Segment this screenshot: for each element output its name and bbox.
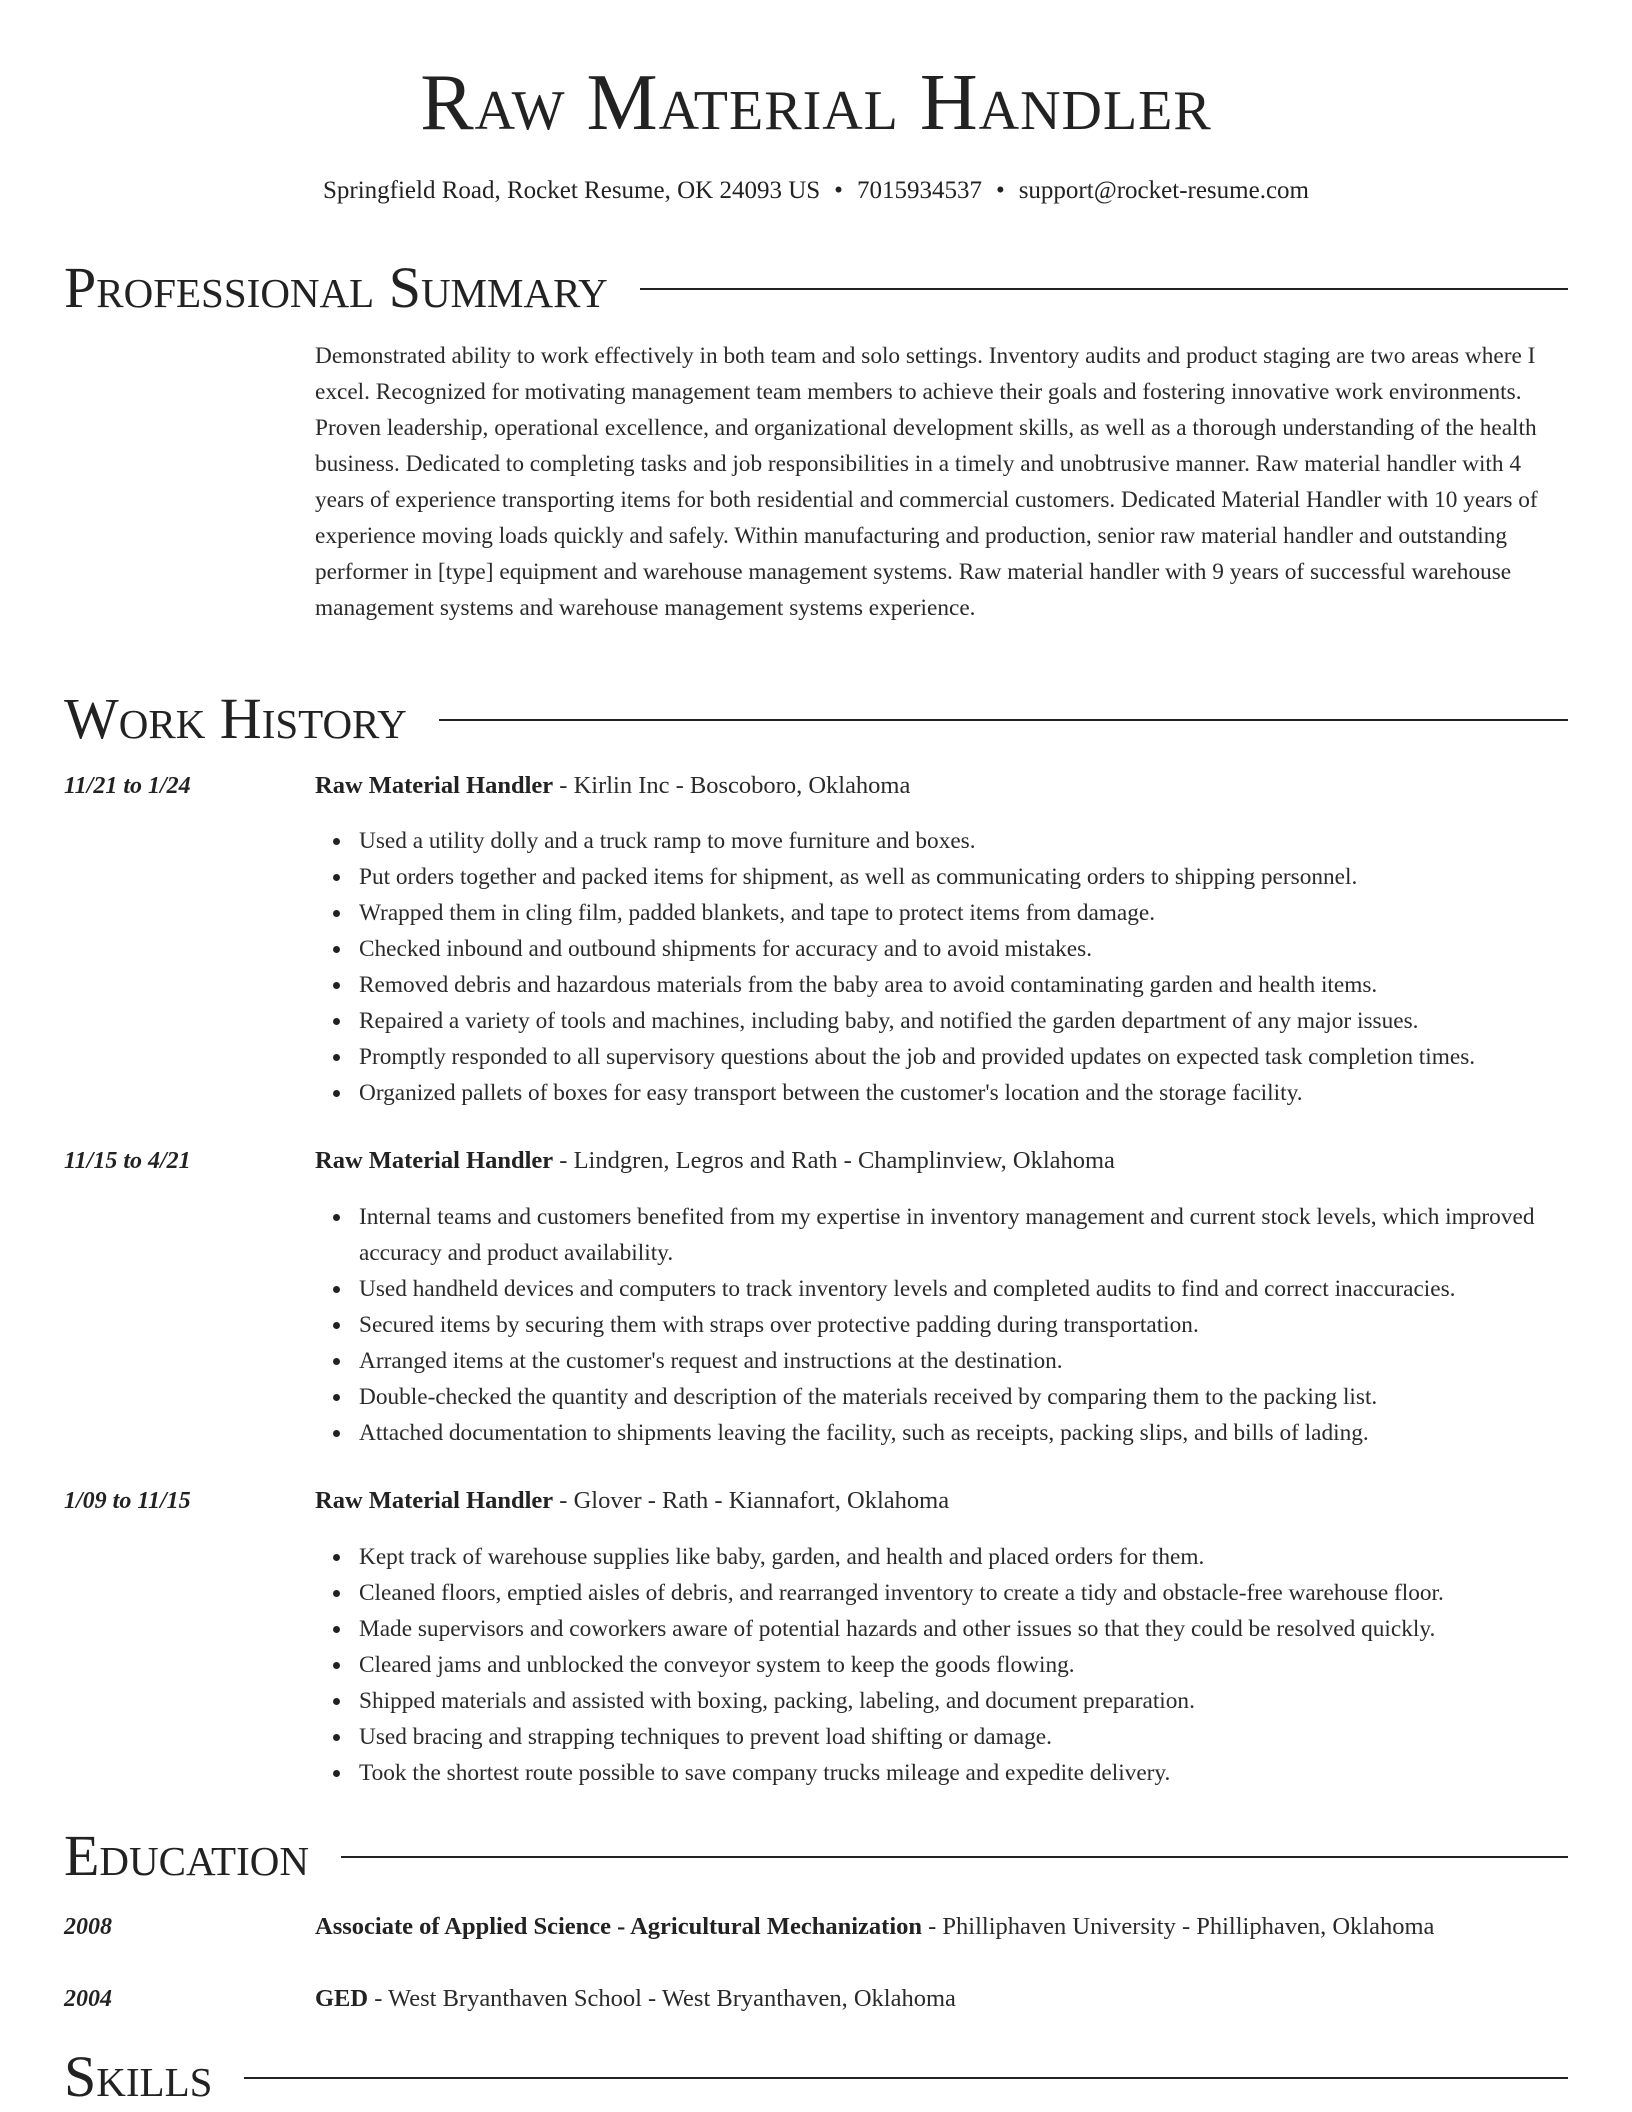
education-year: 2004: [64, 1986, 112, 2012]
job-heading: [315, 1145, 1575, 1177]
contact-line: [0, 176, 1632, 206]
section-title: Skills: [64, 2044, 213, 2109]
list-item: Shipped materials and assisted with boxing, packing, labeling, and document preparation.: [359, 1683, 1619, 1719]
education-degree: Associate of Applied Science - Agricultural Mechanization: [315, 1913, 922, 1940]
education-degree: GED: [315, 1985, 369, 2012]
section-title: Work History: [64, 686, 407, 751]
section-header-work-history: [64, 684, 1568, 754]
section-header-skills: [64, 2042, 1568, 2112]
education-school: - West Bryanthaven School - West Bryanthaven, Oklahoma: [368, 1985, 956, 2012]
job-heading: [315, 1485, 1575, 1517]
job-dates: 11/21 to 1/24: [64, 773, 191, 799]
list-item: Put orders together and packed items for shipment, as well as communicating orders to shipping personnel.: [359, 859, 1619, 895]
separator: •: [834, 177, 843, 204]
section-rule: [640, 288, 1568, 290]
job-dates: 11/15 to 4/21: [64, 1148, 191, 1174]
section-header-education: [64, 1821, 1568, 1891]
education-entry: [315, 1911, 1575, 1943]
list-item: Made supervisors and coworkers aware of potential hazards and other issues so that they could be resolved quickly.: [359, 1611, 1619, 1647]
job-employer: - Lindgren, Legros and Rath - Champlinview, Oklahoma: [553, 1147, 1115, 1174]
job-title: Raw Material Handler: [315, 772, 554, 799]
list-item: Arranged items at the customer's request and instructions at the destination.: [359, 1343, 1619, 1379]
list-item: Removed debris and hazardous materials from the baby area to avoid contaminating garden and health items.: [359, 967, 1619, 1003]
section-rule: [341, 1856, 1568, 1858]
job-employer: - Glover - Rath - Kiannafort, Oklahoma: [553, 1487, 950, 1514]
list-item: Cleared jams and unblocked the conveyor system to keep the goods flowing.: [359, 1647, 1619, 1683]
list-item: Organized pallets of boxes for easy transport between the customer's location and the storage facility.: [359, 1075, 1619, 1111]
job-bullets: [315, 1199, 1619, 1451]
list-item: Used bracing and strapping techniques to prevent load shifting or damage.: [359, 1719, 1619, 1755]
education-entry: [315, 1983, 1575, 2015]
summary-text: Demonstrated ability to work effectively in both team and solo settings. Inventory audits and product staging are two areas where I excel. Recognized for motivating management team members to achieve their goals and fostering innovative work environments. Proven leadership, operational excellence, and organizational development skills, as well as a thorough understanding of the health business. Dedicated to completing tasks and job responsibilities in a timely and unobtrusive manner. Raw material handler with 4 years of experience transporting items for both residential and commercial customers. Dedicated Material Handler with 10 years of experience moving loads quickly and safely. Within manufacturing and production, senior raw material handler and outstanding performer in [type] equipment and warehouse management systems. Raw material handler with 9 years of successful warehouse management systems and warehouse management systems experience.: [315, 343, 1538, 621]
job-dates: 1/09 to 11/15: [64, 1488, 191, 1514]
list-item: Promptly responded to all supervisory questions about the job and provided updates on expected task completion times.: [359, 1039, 1619, 1075]
section-rule: [244, 2077, 1568, 2079]
candidate-name: Raw Material Handler: [420, 59, 1212, 147]
job-title: Raw Material Handler: [315, 1147, 554, 1174]
list-item: Wrapped them in cling film, padded blankets, and tape to protect items from damage.: [359, 895, 1619, 931]
list-item: Used a utility dolly and a truck ramp to move furniture and boxes.: [359, 823, 1619, 859]
list-item: Double-checked the quantity and description of the materials received by comparing them to the packing list.: [359, 1379, 1619, 1415]
education-school: - Philliphaven University - Philliphaven, Oklahoma: [922, 1913, 1435, 1940]
section-title: Professional Summary: [64, 255, 608, 320]
education-year: 2008: [64, 1914, 112, 1940]
list-item: Took the shortest route possible to save company trucks mileage and expedite delivery.: [359, 1755, 1619, 1791]
job-bullets: [315, 1539, 1619, 1791]
list-item: Secured items by securing them with straps over protective padding during transportation.: [359, 1307, 1619, 1343]
list-item: Attached documentation to shipments leaving the facility, such as receipts, packing slips, and bills of lading.: [359, 1415, 1619, 1451]
list-item: Kept track of warehouse supplies like baby, garden, and health and placed orders for them.: [359, 1539, 1619, 1575]
job-title: Raw Material Handler: [315, 1487, 554, 1514]
separator: •: [995, 177, 1005, 204]
address: Springfield Road, Rocket Resume, OK 24093 US: [322, 177, 821, 204]
list-item: Checked inbound and outbound shipments for accuracy and to avoid mistakes.: [359, 931, 1619, 967]
list-item: Cleaned floors, emptied aisles of debris, and rearranged inventory to create a tidy and obstacle-free warehouse floor.: [359, 1575, 1619, 1611]
list-item: Internal teams and customers benefited from my expertise in inventory management and current stock levels, which improved accuracy and product availability.: [359, 1199, 1619, 1271]
section-rule: [439, 719, 1568, 721]
job-employer: - Kirlin Inc - Boscoboro, Oklahoma: [553, 772, 911, 799]
section-header-summary: [64, 253, 1568, 323]
job-bullets: [315, 823, 1619, 1111]
list-item: Used handheld devices and computers to track inventory levels and completed audits to find and correct inaccuracies.: [359, 1271, 1619, 1307]
email: support@rocket-resume.com: [1018, 177, 1309, 204]
list-item: Repaired a variety of tools and machines, including baby, and notified the garden department of any major issues.: [359, 1003, 1619, 1039]
phone: 7015934537: [856, 177, 982, 204]
job-heading: [315, 770, 1575, 802]
section-title: Education: [64, 1823, 309, 1888]
